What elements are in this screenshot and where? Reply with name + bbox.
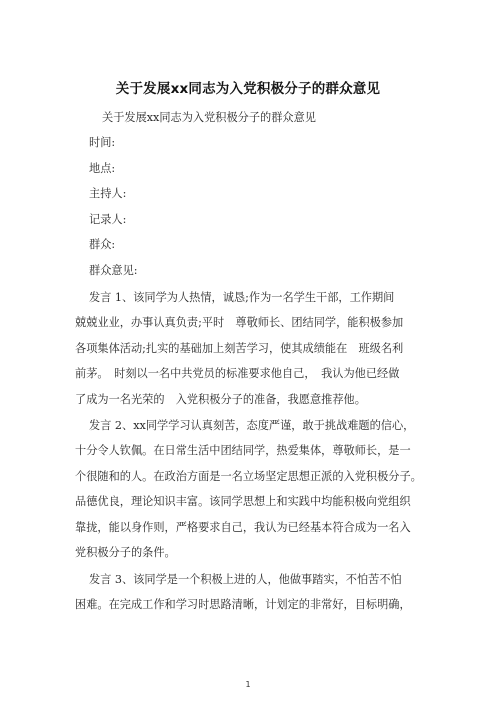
paragraph-line: 前茅。 时刻以一名中共党员的标准要求他自己， 我认为他已经做: [75, 367, 400, 380]
location-field: 地点:: [89, 162, 116, 175]
paragraph-line: 党积极分子的条件。: [75, 546, 176, 559]
recorder-field: 记录人:: [89, 213, 127, 226]
paragraph-line: 十分令人钦佩。在日常生活中团结同学，热爱集体，尊敬师长，是一: [75, 444, 411, 457]
paragraph-line: 了成为一名光荣的 入党积极分子的准备，我愿意推荐他。: [75, 393, 366, 406]
paragraph-line: 发言 3、该同学是一个积极上进的人，他做事踏实，不怕苦不怕: [89, 573, 402, 586]
host-field: 主持人:: [89, 187, 127, 200]
time-field: 时间:: [89, 136, 116, 149]
subtitle-line: 关于发展xx同志为入党积极分子的群众意见: [102, 111, 316, 124]
paragraph-line: 靠拢，能以身作则，严格要求自己，我认为已经基本符合成为一名入: [75, 521, 411, 534]
paragraph-line: 品德优良，理论知识丰富。该同学思想上和实践中均能积极向党组织: [75, 495, 411, 508]
paragraph-line: 各项集体活动;扎实的基础加上刻苦学习，使其成绩能在 班级名利: [75, 342, 404, 355]
paragraph-line: 个很随和的人。在政治方面是一名立场坚定思想正派的入党积极分子。: [75, 470, 422, 483]
opinions-heading: 群众意见:: [89, 264, 138, 277]
paragraph-line: 兢兢业业，办事认真负责;平时 尊敬师长、团结同学，能积极参加: [75, 316, 404, 329]
page-number: 1: [245, 680, 251, 689]
paragraph-line: 困难。在完成工作和学习时思路清晰，计划定的非常好，目标明确，: [75, 598, 411, 611]
paragraph-line: 发言 2、xx同学学习认真刻苦，态度严谨，敢于挑战难题的信心，: [89, 419, 415, 432]
paragraph-line: 发言 1、该同学为人热情，诚恳;作为一名学生干部，工作期间: [89, 291, 395, 304]
masses-field: 群众:: [89, 238, 116, 251]
document-title: 关于发展xx同志为入党积极分子的群众意见: [115, 81, 381, 97]
